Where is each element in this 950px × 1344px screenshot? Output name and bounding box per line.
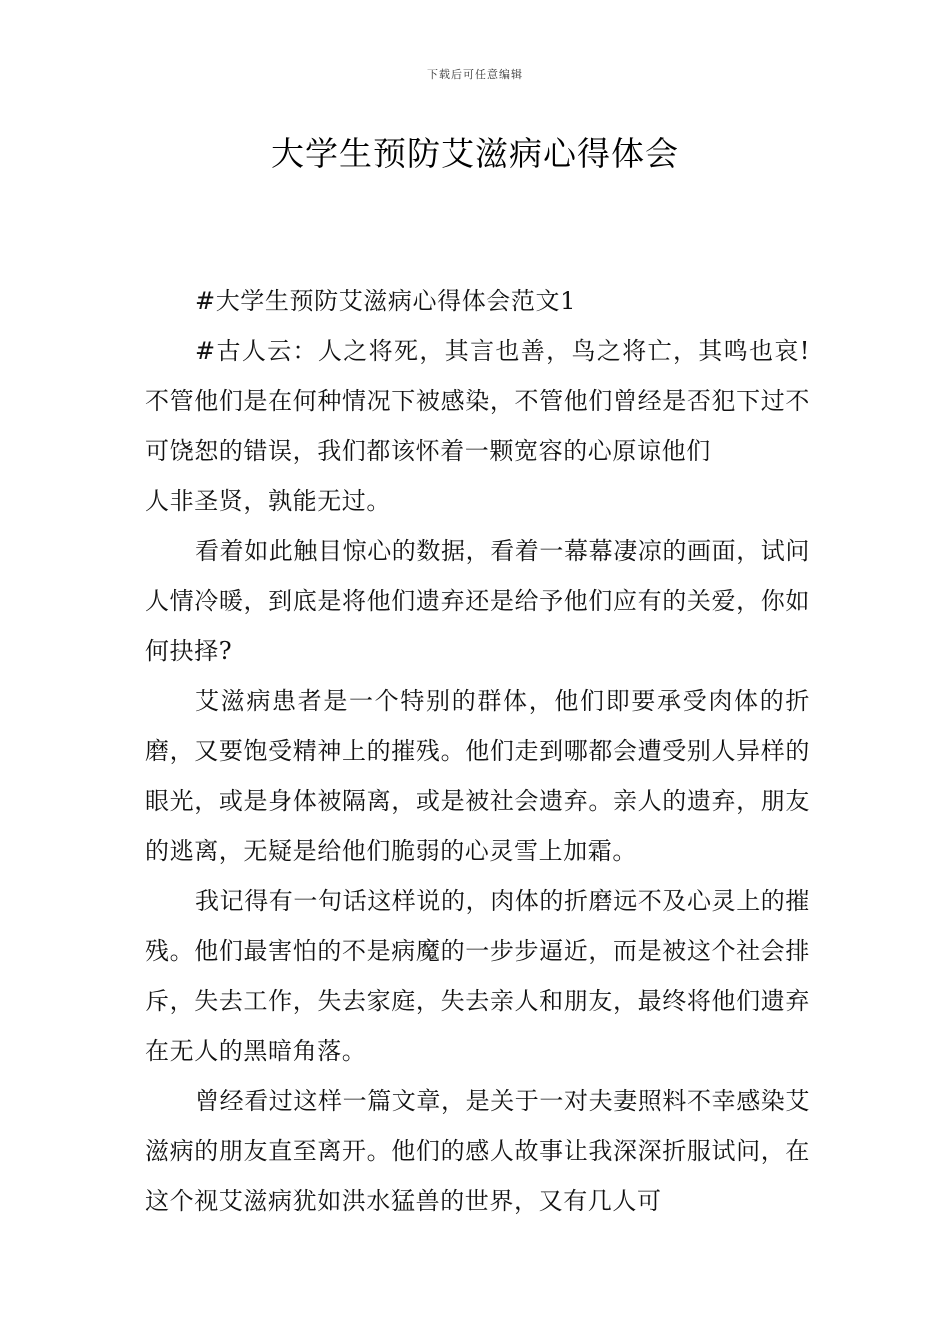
paragraph-3: 看着如此触目惊心的数据，看着一幕幕凄凉的画面，试问人情冷暖，到底是将他们遗弃还是给予他们应有的关爱，你如何抉择? (145, 537, 810, 665)
paragraph-5: 我记得有一句话这样说的，肉体的折磨远不及心灵上的摧残。他们最害怕的不是病魔的一步步逼近，而是被这个社会排斥，失去工作，失去家庭，失去亲人和朋友，最终将他们遗弃在无人的黑暗角落。 (145, 887, 810, 1065)
paragraph-subtitle: #大学生预防艾滋病心得体会范文1 (195, 287, 576, 315)
paragraph-2: 人非圣贤，孰能无过。 (145, 487, 391, 515)
document-body (145, 276, 810, 1226)
paragraph-6: 曾经看过这样一篇文章，是关于一对夫妻照料不幸感染艾滋病的朋友直至离开。他们的感人故事让我深深折服试问，在这个视艾滋病犹如洪水猛兽的世界，又有几人可 (145, 1087, 810, 1215)
header-note: 下载后可任意编辑 (427, 68, 523, 81)
paragraph-1: #古人云：人之将死，其言也善，鸟之将亡，其鸣也哀!不管他们是在何种情况下被感染，不管他们曾经是否犯下过不可饶恕的错误，我们都该怀着一颗宽容的心原谅他们 (145, 337, 810, 465)
document-title: 大学生预防艾滋病心得体会 (271, 134, 679, 173)
paragraph-4: 艾滋病患者是一个特别的群体，他们即要承受肉体的折磨，又要饱受精神上的摧残。他们走到哪都会遭受别人异样的眼光，或是身体被隔离，或是被社会遗弃。亲人的遗弃，朋友的逃离，无疑是给他们脆弱的心灵雪上加霜。 (145, 687, 810, 865)
